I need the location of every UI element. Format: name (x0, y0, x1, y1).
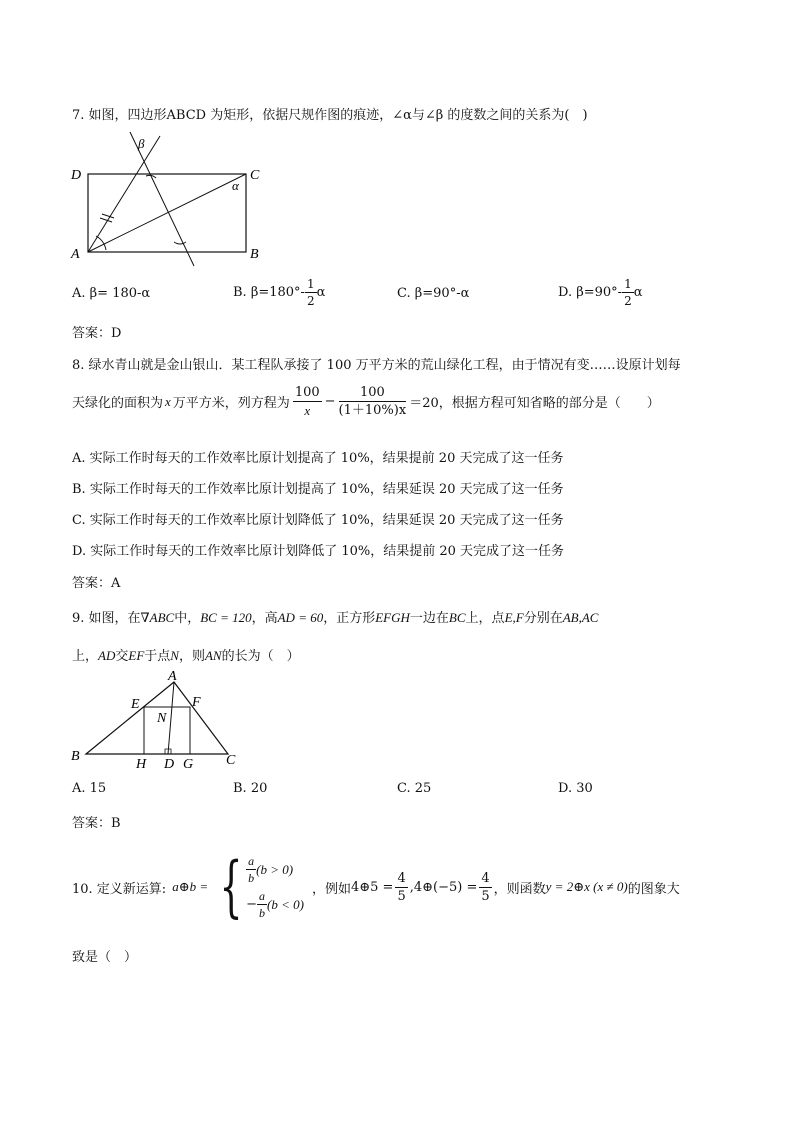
q9-line1-a: 9. 如图，在 (72, 611, 141, 626)
q9-line1-c: ，高 (251, 611, 278, 626)
q10-case1-cond: (b > 0) (256, 861, 294, 877)
q8-option-b: B. 实际工作时每天的工作效率比原计划提高了 10%，结果延误 20 天完成了这一任务 (72, 482, 564, 497)
label-f: F (192, 695, 201, 710)
q10-function: y = 2⊕x (x ≠ 0) (545, 879, 628, 894)
arc-at-a (96, 236, 106, 250)
label-n: N (157, 711, 167, 726)
q7-option-a: A. β= 180-α (72, 286, 151, 301)
altitude-ad (168, 682, 174, 754)
q8-frac2-den: (1＋10%)x (338, 403, 407, 418)
q7-option-d (558, 278, 643, 307)
label-a: A (71, 247, 80, 262)
q9-ef2: EF (128, 648, 145, 663)
q10-cases (246, 855, 304, 919)
q10-example2: ,4⊕(−5) = (409, 879, 478, 895)
q8-minus: − (324, 394, 336, 409)
q8-option-d: D. 实际工作时每天的工作效率比原计划降低了 10%，结果提前 20 天完成了这一任务 (72, 544, 565, 559)
q10-ex2-num: 4 (481, 870, 490, 886)
q10-ex2-den: 5 (481, 888, 490, 904)
q8-option-a: A. 实际工作时每天的工作效率比原计划提高了 10%，结果提前 20 天完成了这一任务 (72, 451, 564, 466)
square-efgh (144, 707, 190, 754)
q9-line2-a: 上， (72, 649, 99, 664)
q10-case2-sign: − (246, 897, 258, 912)
q8-line1: 8. 绿水青山就是金山银山．某工程队承接了 100 万平方米的荒山绿化工程，由于情况有变……设原计划每 (72, 358, 681, 373)
q10-lhs: a⊕b = (172, 879, 209, 894)
q9-line1 (72, 607, 598, 626)
q9-an: AN (204, 648, 222, 663)
q9-line1-d: ，正方形 (323, 611, 376, 626)
q8-frac2-num: 100 (339, 386, 407, 402)
q9-option-a: A. 15 (72, 781, 107, 796)
q10-ex1-den: 5 (397, 888, 406, 904)
q8-frac1-num: 100 (294, 385, 320, 400)
q8-line2-mid: 万平方米，列方程为 (172, 396, 290, 411)
label-g: G (183, 757, 194, 772)
q9-answer: 答案：B (72, 816, 121, 831)
q10-case2-cond: (b < 0) (267, 896, 304, 912)
q7-rectangle-figure (68, 130, 278, 270)
label-beta: β (138, 136, 145, 151)
q7-option-c: C. β=90°-α (397, 286, 470, 301)
q9-option-c: C. 25 (397, 781, 432, 796)
label-b: B (250, 247, 259, 262)
label-a: A (168, 669, 177, 684)
q9-triangle-figure (68, 668, 248, 772)
q7-option-b (233, 278, 325, 307)
q7-option-b-pre: B. β=180°- (233, 285, 305, 300)
q7-stem: 7. 如图，四边形ABCD 为矩形，依据尺规作图的痕迹，∠α与∠β 的度数之间的关系为( ) (72, 108, 588, 123)
q7-option-d-post: α (633, 285, 643, 300)
q8-line2 (72, 386, 660, 417)
q9-bc: BC = 120 (200, 610, 252, 625)
q9-ef: E,F (504, 610, 524, 625)
q9-line2 (72, 645, 300, 664)
label-alpha: α (232, 178, 239, 193)
q9-ad: AD = 60 (277, 610, 324, 625)
q9-abac: AB,AC (562, 610, 599, 625)
q9-ad2: AD (98, 648, 116, 663)
label-h: H (136, 757, 147, 772)
q7-option-b-den: 2 (306, 294, 315, 308)
q9-n: N (170, 648, 179, 663)
q9-line1-f: 上，点 (465, 611, 505, 626)
bisector-arc-mark-2 (174, 242, 186, 244)
label-b: B (71, 749, 80, 764)
q10-label: 10. 定义新运算: (72, 881, 167, 897)
q7-answer: 答案：D (72, 326, 122, 341)
q10-case2-num: a (259, 889, 266, 903)
q10-example1: 4⊕5 = (350, 879, 394, 895)
label-d: D (164, 757, 175, 772)
q9-option-b: B. 20 (233, 781, 268, 796)
q9-efgh: EFGH (375, 610, 410, 625)
q9-triangle: ∇ABC (140, 610, 175, 625)
q9-line1-b: 中， (174, 611, 201, 626)
q9-line2-c: 于点 (144, 649, 171, 664)
q10-tail: 的图象大 (627, 881, 680, 897)
q10-case2-den: b (259, 906, 266, 920)
q10-line2: 致是（ ） (72, 950, 138, 965)
q10-case1-num: a (248, 854, 255, 868)
tick-mark-1 (100, 218, 112, 222)
q8-var-x: x (165, 393, 171, 409)
label-e: E (131, 697, 140, 712)
q7-option-b-post: α (316, 285, 326, 300)
q10-ex1-num: 4 (397, 870, 406, 886)
q8-frac1-den: x (304, 403, 311, 418)
q7-option-d-num: 1 (624, 277, 632, 291)
q10-case2 (246, 890, 304, 919)
q9-line1-e: 一边在 (409, 611, 449, 626)
q9-option-d: D. 30 (558, 781, 593, 796)
q9-line2-d: ，则 (178, 649, 205, 664)
q8-option-c: C. 实际工作时每天的工作效率比原计划降低了 10%，结果延误 20 天完成了这一任务 (72, 513, 564, 528)
q8-answer: 答案：A (72, 576, 121, 591)
q7-option-d-pre: D. β=90°- (558, 285, 623, 300)
q9-bc2: BC (448, 610, 466, 625)
q10-mid-a: ，例如 (311, 881, 351, 897)
q10-case1-den: b (248, 871, 255, 885)
q10-case1 (246, 855, 304, 884)
label-d: D (71, 168, 82, 183)
q10-line1 (72, 846, 680, 928)
tick-mark-2 (102, 214, 114, 218)
q10-brace: { (219, 848, 243, 925)
q9-line2-e: 的长为（ ） (221, 649, 300, 664)
q9-line2-b: 交 (115, 649, 129, 664)
q8-line2-post: ，根据方程可知省略的部分是（ ） (438, 396, 660, 411)
q9-line1-g: 分别在 (523, 611, 563, 626)
perpendicular-bisector (130, 132, 194, 266)
label-c: C (226, 753, 236, 768)
q8-line2-pre: 天绿化的面积为 (72, 396, 164, 411)
q8-eq: ＝20 (409, 396, 439, 411)
q10-mid-b: ，则函数 (493, 881, 546, 897)
q7-option-d-den: 2 (624, 294, 632, 308)
label-c: C (250, 168, 260, 183)
q7-option-b-num: 1 (306, 277, 315, 291)
